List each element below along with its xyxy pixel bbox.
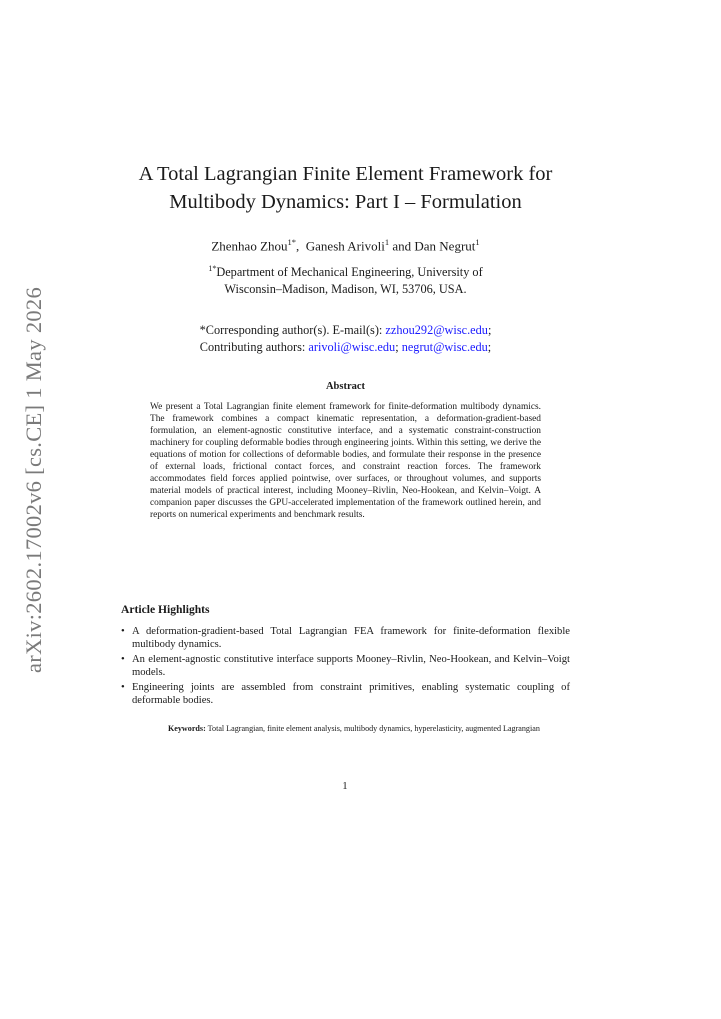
affiliation-line-1: Department of Mechanical Engineering, University of <box>216 265 483 280</box>
affiliation <box>100 260 591 298</box>
email-separator: ; <box>395 340 402 354</box>
author-list <box>60 233 631 255</box>
page-number: 1 <box>342 780 348 792</box>
list-item <box>121 681 570 707</box>
author-name: Zhenhao Zhou <box>211 238 288 254</box>
abstract-heading: Abstract <box>325 381 366 392</box>
keywords-label: Keywords: <box>168 724 206 733</box>
keywords-text: Total Lagrangian, finite element analysis, multibody dynamics, hyperelasticity, augmented Lagrangian <box>205 724 540 733</box>
email-suffix: ; <box>487 323 492 337</box>
author-marker: 1 <box>384 237 390 247</box>
bullet-icon: • <box>121 626 125 637</box>
author-separator: , <box>296 238 306 254</box>
title-line-2: Multibody Dynamics: Part I – Formulation <box>169 191 522 213</box>
bullet-icon: • <box>121 654 125 665</box>
contributing-email-link[interactable]: arivoli@wisc.edu <box>308 340 396 354</box>
author-separator: and <box>389 238 415 254</box>
highlights-list <box>121 625 570 709</box>
author-name: Dan Negrut <box>414 238 476 254</box>
author-name: Ganesh Arivoli <box>305 238 385 254</box>
keywords <box>150 723 559 734</box>
list-item <box>121 625 570 651</box>
author-marker: 1 <box>475 237 480 247</box>
highlights-heading: Article Highlights <box>121 603 210 616</box>
abstract-body: We present a Total Lagrangian finite element framework for finite-deformation multibody dynamics. The framework combines a compact kinematic representation, a deformation-gradient-based formulation, an element-agnostic constitutive interface, and a systematic constraint-construction machinery for coupling deformable bodies through engineering joints. Within this setting, we derive the equations of motion for collections of deformable bodies, and formulate their response in the presence of external loads, frictional contact forces, and constraint reaction forces. The framework accommodates field forces applied pointwise, over surfaces, or throughout volumes, and supports material models of practical interest, including Mooney–Rivlin, Neo-Hookean, and Kelvin–Voigt. A companion paper discusses the GPU-accelerated implementation of the framework outlined herein, and reports on numerical experiments and benchmark results. <box>150 402 541 520</box>
bullet-icon: • <box>121 682 125 693</box>
contributing-email-link[interactable]: negrut@wisc.edu <box>401 340 488 354</box>
arxiv-stamp: arXiv:2602.17002v6 [cs.CE] 1 May 2026 <box>21 286 46 674</box>
author-marker: 1* <box>287 237 297 247</box>
affiliation-line-2: Wisconsin–Madison, Madison, WI, 53706, USA. <box>224 282 467 297</box>
correspondence <box>80 322 611 356</box>
list-item <box>121 653 570 679</box>
corresponding-email-link[interactable]: zzhou292@wisc.edu <box>385 323 488 337</box>
highlight-text: A deformation-gradient-based Total Lagrangian FEA framework for finite-deformation flexible multibody dynamics. <box>132 626 570 650</box>
title-line-1: A Total Lagrangian Finite Element Framework for <box>138 163 553 185</box>
highlight-text: An element-agnostic constitutive interface supports Mooney–Rivlin, Neo-Hookean, and Kelvin–Voigt models. <box>132 654 570 678</box>
affiliation-marker: 1* <box>208 264 217 273</box>
paper-title <box>60 160 631 216</box>
email-suffix: ; <box>487 340 492 354</box>
contributing-label: Contributing authors: <box>199 340 309 354</box>
highlight-text: Engineering joints are assembled from constraint primitives, enabling systematic coupling of deformable bodies. <box>132 682 570 706</box>
corresponding-label: *Corresponding author(s). E-mail(s): <box>199 323 386 337</box>
